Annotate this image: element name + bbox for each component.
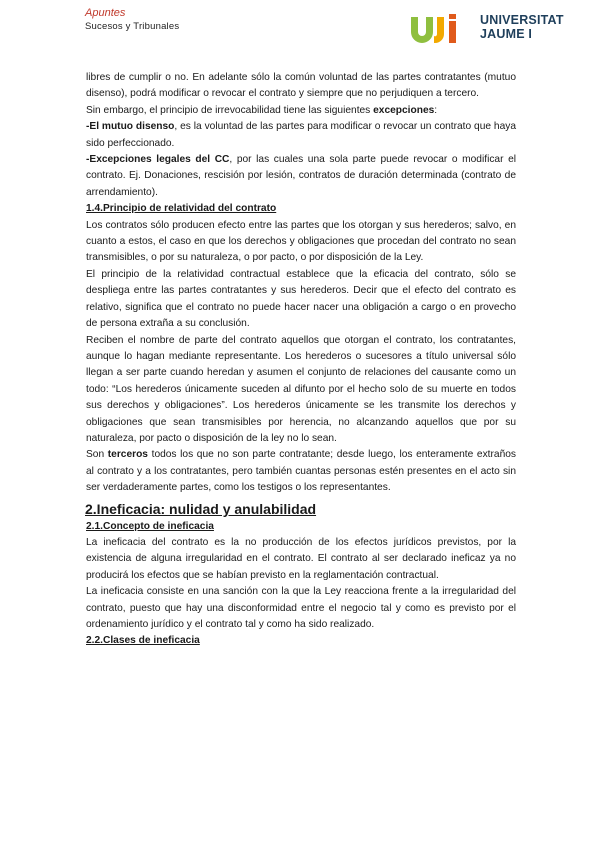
university-logo <box>410 13 580 45</box>
header-apuntes: Apuntes <box>85 7 126 19</box>
paragraph: -Excepciones legales del CC, por las cuales una sola parte puede revocar o modificar el contrato. Ej. Donaciones, rescisión por lesión, contratos de duración determinada (contrato de arrendamiento). <box>86 154 516 198</box>
paragraph: libres de cumplir o no. En adelante sólo la común voluntad de las partes contratantes (mutuo disenso), podrá modificar o revocar el contrato y siempre que no perjudiquen a tercero. <box>86 72 516 100</box>
paragraph: Los contratos sólo producen efecto entre las partes que los otorgan y sus herederos; salvo, en cuanto a estos, el caso en que los derechos y obligaciones que procedan del contrato no sean transmisibles, o por su naturaleza, o por pacto, o por disposición de la Ley. <box>86 219 516 264</box>
page-header <box>85 7 179 33</box>
logo-line-1: UNIVERSITAT <box>480 13 564 27</box>
paragraph: La ineficacia consiste en una sanción con la que la Ley reacciona frente a la irregularidad del contrato, puesto que hay una disconformidad entre el negocio tal y como es previsto por el ordenamiento jurídico y el contrato tal y como ha sido realizado. <box>86 586 516 630</box>
header-subject: Sucesos y Tribunales <box>85 21 180 32</box>
uji-logo-icon <box>410 13 474 45</box>
paragraph: Sin embargo, el principio de irrevocabilidad tiene las siguientes excepciones: <box>86 104 438 116</box>
section-heading: 2.1.Concepto de ineficacia <box>86 520 214 532</box>
paragraph: Son terceros todos los que no son parte contratante; desde luego, los enteramente extraños al contrato y a los contratantes, pero también cuantas personas estén presentes en el acto sin ser verdaderamente partes, como los testigos o los representantes. <box>86 449 517 494</box>
paragraph: -El mutuo disenso, es la voluntad de las partes para modificar o revocar un contrato que haya sido perfeccionado. <box>86 121 517 149</box>
paragraph: El principio de la relatividad contractual establece que la eficacia del contrato, sólo se despliega entre las partes contratantes y sus herederos. Decir que el efecto del contrato es relativo, significa que el contrato no puede hacer nacer una obligación a cargo o en provecho de persona extraña a su conclusión. <box>86 268 516 330</box>
section-heading: 1.4.Principio de relatividad del contrato <box>86 203 277 215</box>
paragraph: La ineficacia del contrato es la no producción de los efectos jurídicos previstos, por la existencia de alguna irregularidad en el contrato. El contrato al ser declarado ineficaz ya no producirá los efectos que se habían previsto en la reglamentación contractual. <box>86 536 516 581</box>
logo-text <box>480 13 564 41</box>
chapter-heading: 2.Ineficacia: nulidad y anulabilidad <box>85 500 317 517</box>
paragraph: Reciben el nombre de parte del contrato aquellos que otorgan el contrato, los contratantes, aunque lo hagan mediante representante. Los herederos o sucesores a título universal sólo llegan a ser parte cuando heredan y asumen el conjunto de relaciones del causante como un todo: “Los herederos únicamente suceden al difunto por el hecho solo de su muerte en todos sus derechos y obligaciones”. Los herederos únicamente se les transmite los derechos y obligaciones que sean transmisibles por herencia, no alcanzando aquellos que por su naturaleza, por pacto o disposición de la ley no lo sean. <box>86 334 516 444</box>
document-body <box>86 70 516 650</box>
section-heading: 2.2.Clases de ineficacia <box>86 635 200 647</box>
logo-line-2: JAUME I <box>480 27 533 41</box>
